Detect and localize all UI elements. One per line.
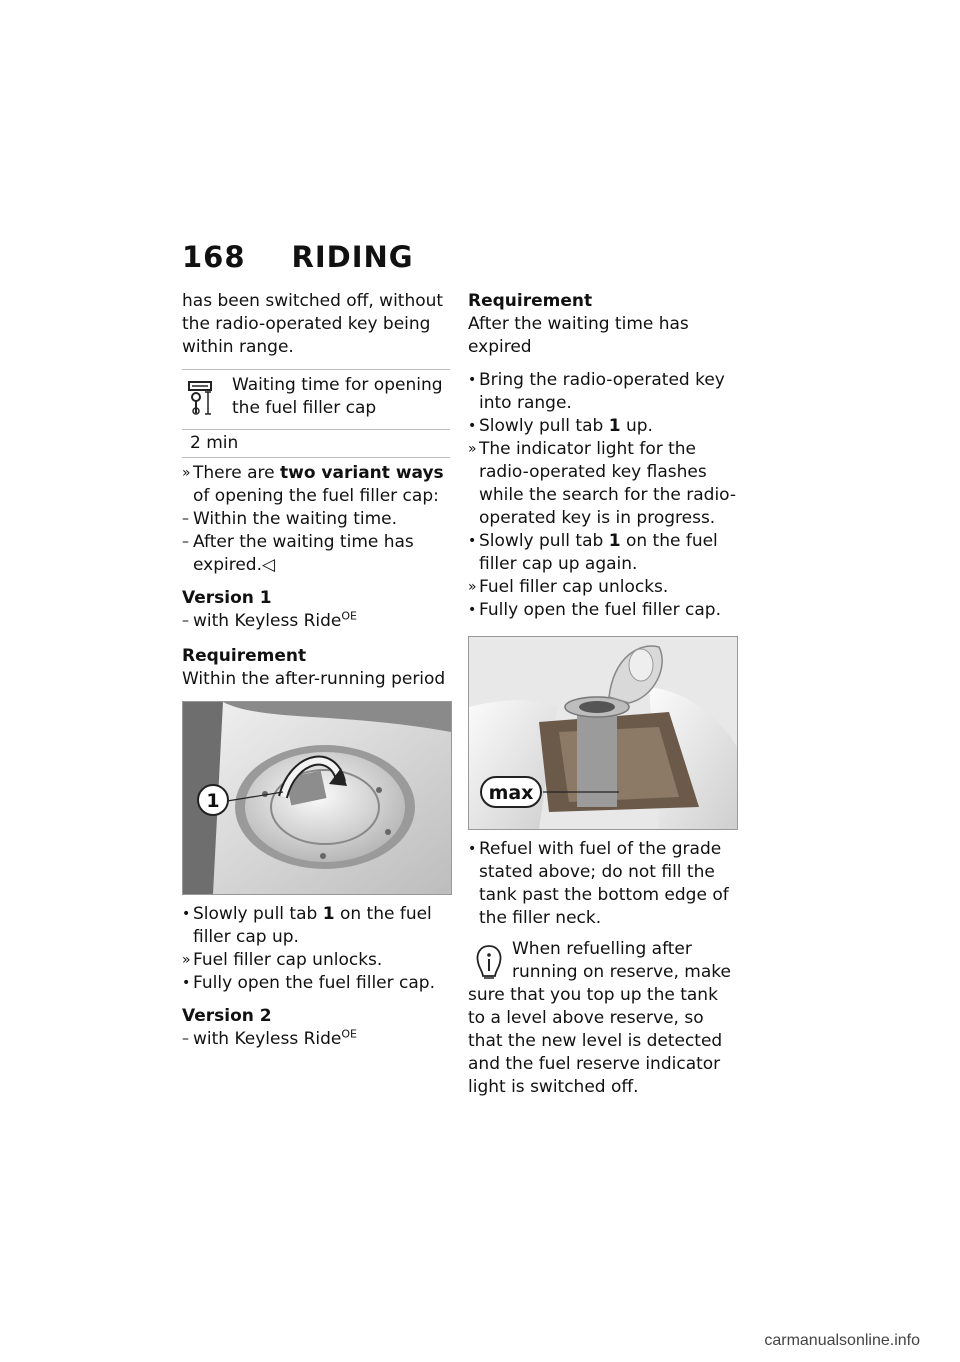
bullet-icon: • [182,975,191,991]
bullet-icon: • [468,372,477,388]
waiting-time-table [182,369,450,458]
result-variants: » There are two variant ways of opening the fuel filler cap: [182,463,444,506]
step-item: • Fully open the fuel filler cap. [182,973,435,993]
info-note [468,938,740,1099]
step-item: • Slowly pull tab 1 on the fuel filler cap up again. [468,531,718,574]
table-label: Waiting time for opening the fuel filler cap [232,375,443,418]
right-column [468,290,740,1099]
result-arrow-icon: » [182,952,191,968]
version2-equipment: – with Keyless Ride$^{OE}$ [182,1027,357,1049]
dash-icon: – [182,613,189,629]
oe-badge: OE [341,609,357,623]
requirement1-title: Requirement [182,646,307,666]
oe-badge: OE [341,1027,357,1041]
variant-item: – Within the waiting time. [182,509,398,529]
step-item: • Bring the radio-operated key into range. [468,370,725,413]
result-arrow-icon: » [468,441,477,457]
intro-text: has been switched off, without the radio-operated key being within range. [182,291,444,357]
dash-icon: – [182,1031,189,1047]
callout-max: max [488,782,534,804]
step-item: • Fully open the fuel filler cap. [468,600,721,620]
watermark: carmanualsonline.info [764,1332,920,1349]
page-header [182,240,414,274]
version2-title: Version 2 [182,1006,272,1026]
step-item: • Refuel with fuel of the grade stated above; do not fill the tank past the bottom edge of the filler neck. [468,839,729,928]
left-column [182,290,454,1051]
filler-neck-photo [468,636,738,830]
end-mark-icon: ◁ [262,555,276,575]
bullet-icon: • [468,533,477,549]
variant-item: – After the waiting time has expired.◁ [182,532,414,575]
step-result: » Fuel filler cap unlocks. [182,950,383,970]
note-text: When refuelling after running on reserve, make sure that you top up the tank to a level above reserve, so that the new level is detected and the fuel reserve indicator light is switched off. [468,939,731,1097]
info-icon [474,944,504,980]
dash-icon: – [182,534,189,550]
table-value: 2 min [182,429,450,457]
step-item: • Slowly pull tab 1 on the fuel filler cap up. [182,904,432,947]
callout-1: 1 [206,790,220,812]
bullet-icon: • [182,906,191,922]
page-number: 168 [182,240,246,274]
requirement1-text: Within the after-running period [182,669,446,689]
result-arrow-icon: » [468,579,477,595]
bullet-icon: • [468,418,477,434]
version1-title: Version 1 [182,588,272,608]
step-result: » The indicator light for the radio-operated key flashes while the search for the radio-operated key is in progress. [468,439,737,528]
bullet-icon: • [468,841,477,857]
section-title: RIDING [291,240,414,274]
step-item: • Slowly pull tab 1 up. [468,416,653,436]
version1-equipment: – with Keyless Ride$^{OE}$ [182,609,357,631]
fuel-cap-photo [182,701,452,895]
dash-icon: – [182,511,189,527]
requirement2-text: After the waiting time has expired [468,314,689,357]
bullet-icon: • [468,602,477,618]
step-result: » Fuel filler cap unlocks. [468,577,669,597]
result-arrow-icon: » [182,465,191,481]
timer-icon [188,380,212,416]
requirement2-title: Requirement [468,291,593,311]
